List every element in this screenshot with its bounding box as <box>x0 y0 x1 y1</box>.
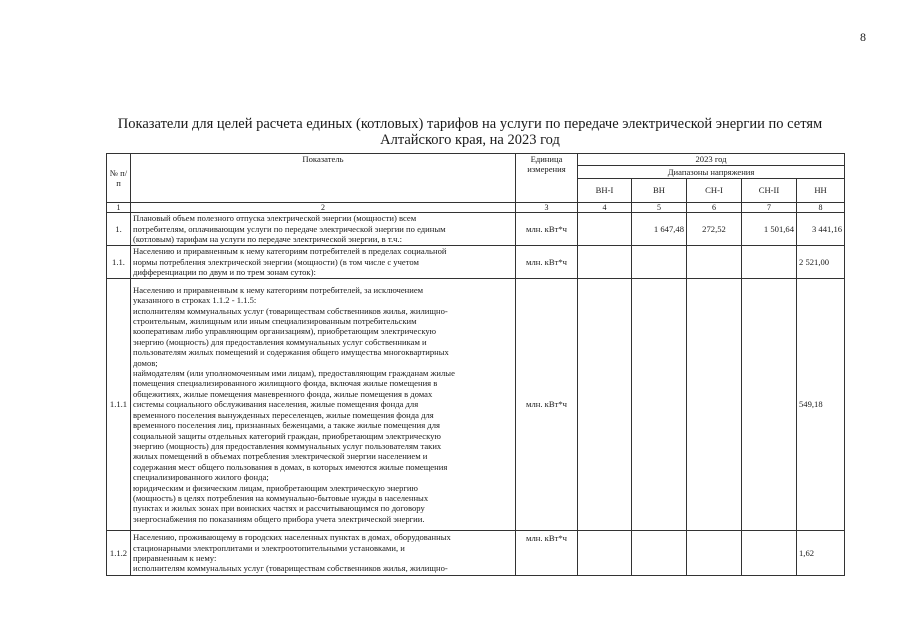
column-index: 1 <box>107 203 131 213</box>
value-vn1 <box>578 279 632 531</box>
description-line: энергоснабжения по показаниям общего прибора учета электрической энергии. <box>133 513 425 524</box>
row-description <box>131 213 516 246</box>
header-level: СН-II <box>742 179 797 203</box>
row-description <box>131 246 516 279</box>
value-nn: 549,18 <box>797 279 845 531</box>
column-index: 3 <box>516 203 578 213</box>
header-indicator: Показатель <box>131 154 516 203</box>
description-line: домов; <box>133 357 158 368</box>
value-sn2 <box>742 531 797 576</box>
description-line: исполнителям коммунальных услуг (товариществам собственников жилья, жилищно- <box>133 563 448 574</box>
column-index: 5 <box>632 203 687 213</box>
row-unit: млн. кВт*ч <box>516 279 578 531</box>
tariff-table <box>106 153 845 576</box>
description-line: Плановый объем полезного отпуска электрической энергии (мощности) всем <box>133 213 417 224</box>
row-unit: млн. кВт*ч <box>516 246 578 279</box>
value-nn: 1,62 <box>797 531 845 576</box>
value-sn2: 1 501,64 <box>742 213 797 246</box>
row-number: 1.1.1 <box>107 279 131 531</box>
description-line: приравненным к нему: <box>133 553 217 563</box>
description-line: (котловым) тарифам на услуги по передаче электрической энергии, в т.ч.: <box>133 234 402 245</box>
value-sn1 <box>687 531 742 576</box>
header-level: СН-I <box>687 179 742 203</box>
value-vn1 <box>578 531 632 576</box>
description-line: системы социального обслуживания населения, жилые помещения фонда для <box>133 399 419 410</box>
description-line: стационарными электроплитами и электроотопительными установками, и <box>133 542 405 553</box>
value-sn1 <box>687 246 742 279</box>
value-vn1 <box>578 213 632 246</box>
value-vn: 1 647,48 <box>632 213 687 246</box>
document-title <box>100 116 840 148</box>
column-index: 8 <box>797 203 845 213</box>
value-sn1 <box>687 279 742 531</box>
description-line: (мощность) в целях потребления на коммунально-бытовые нужды в населенных <box>133 492 429 503</box>
description-line: пользователям жилых помещений и содержания общего имущества многоквартирных <box>133 347 449 358</box>
value-nn: 2 521,00 <box>797 246 845 279</box>
header-level: НН <box>797 179 845 203</box>
table-row <box>107 531 845 576</box>
description-line: Населению, проживающему в городских населенных пунктах в домах, оборудованных <box>133 532 451 543</box>
description-line: строительным, жилищным или иным специализированным потребительским <box>133 316 417 327</box>
description-line: жилых помещений в объемах потребления электрической энергии населением и <box>133 451 428 462</box>
row-description <box>131 531 516 576</box>
table-row <box>107 213 845 246</box>
header-voltage-ranges: Диапазоны напряжения <box>578 166 845 179</box>
header-unit: Единица измерения <box>516 154 578 203</box>
row-unit: млн. кВт*ч <box>516 213 578 246</box>
description-line: энергию (мощность) для предоставления коммунальных услуг собственникам и <box>133 336 427 347</box>
value-sn1: 272,52 <box>687 213 742 246</box>
description-line: временного поселения вынужденных переселенцев, жилые помещения фонда для <box>133 409 434 420</box>
header-level: ВН <box>632 179 687 203</box>
column-index: 6 <box>687 203 742 213</box>
row-description <box>131 279 516 531</box>
description-line: социальной защиты отдельных категорий граждан, приобретающим электрическую <box>133 430 441 441</box>
title-line-2: Алтайского края, на 2023 год <box>380 132 560 148</box>
column-index: 7 <box>742 203 797 213</box>
description-line: энергию (мощность) для предоставления коммунальных услуг пользователям таких <box>133 440 442 451</box>
description-line: юридическим и физическим лицам, приобретающим электрическую энергию <box>133 482 418 493</box>
value-vn <box>632 531 687 576</box>
value-vn1 <box>578 246 632 279</box>
description-line: потребителям, оплачивающим услуги по передаче электрической энергии по единым <box>133 223 446 234</box>
description-line: указанного в строках 1.1.2 - 1.1.5: <box>133 295 257 306</box>
value-vn <box>632 246 687 279</box>
description-line: нормы потребления электрической энергии (мощности) (в том числе с учетом <box>133 256 419 267</box>
description-line: Населению и приравненным к нему категориям потребителей, за исключением <box>133 284 424 295</box>
page-number: 8 <box>860 30 866 44</box>
value-nn: 3 441,16 <box>797 213 845 246</box>
value-sn2 <box>742 279 797 531</box>
description-line: дифференциации по двум и по трем зонам суток): <box>133 267 316 278</box>
row-number: 1. <box>107 213 131 246</box>
table-row <box>107 279 845 531</box>
header-level: ВН-I <box>578 179 632 203</box>
description-line: содержания мест общего пользования в домах, в которых имеются жилые помещения <box>133 461 448 472</box>
description-line: исполнителям коммунальных услуг (товариществам собственников жилья, жилищно- <box>133 305 448 316</box>
description-line: Населению и приравненным к нему категориям потребителей в пределах социальной <box>133 246 447 257</box>
description-line: наймодателям (или уполномоченным ими лицам), предоставляющим гражданам жилые <box>133 368 455 379</box>
row-number: 1.1.2 <box>107 531 131 576</box>
description-line: временного поселения лиц, признанных беженцами, а также жилые помещения для <box>133 420 440 431</box>
column-index: 4 <box>578 203 632 213</box>
header-num: № п/п <box>107 154 131 203</box>
title-line-1: Показатели для целей расчета единых (котловых) тарифов на услуги по передаче электрической энергии по сетям <box>117 116 823 132</box>
header-year: 2023 год <box>578 154 845 166</box>
row-unit: млн. кВт*ч <box>516 531 578 576</box>
row-number: 1.1. <box>107 246 131 279</box>
column-index: 2 <box>131 203 516 213</box>
description-line: общежитиях, жилые помещения маневренного фонда, жилые помещения в домах <box>133 388 433 399</box>
value-vn <box>632 279 687 531</box>
table-row <box>107 246 845 279</box>
description-line: специализированного жилого фонда; <box>133 472 269 483</box>
value-sn2 <box>742 246 797 279</box>
description-line: кооперативам либо управляющим организациям), приобретающим электрическую <box>133 326 437 337</box>
description-line: пунктах и жилых зонах при воинских частях и рассчитывающимся по договору <box>133 503 425 514</box>
description-line: помещения специализированного жилищного фонда, включая жилые помещения в <box>133 378 438 389</box>
